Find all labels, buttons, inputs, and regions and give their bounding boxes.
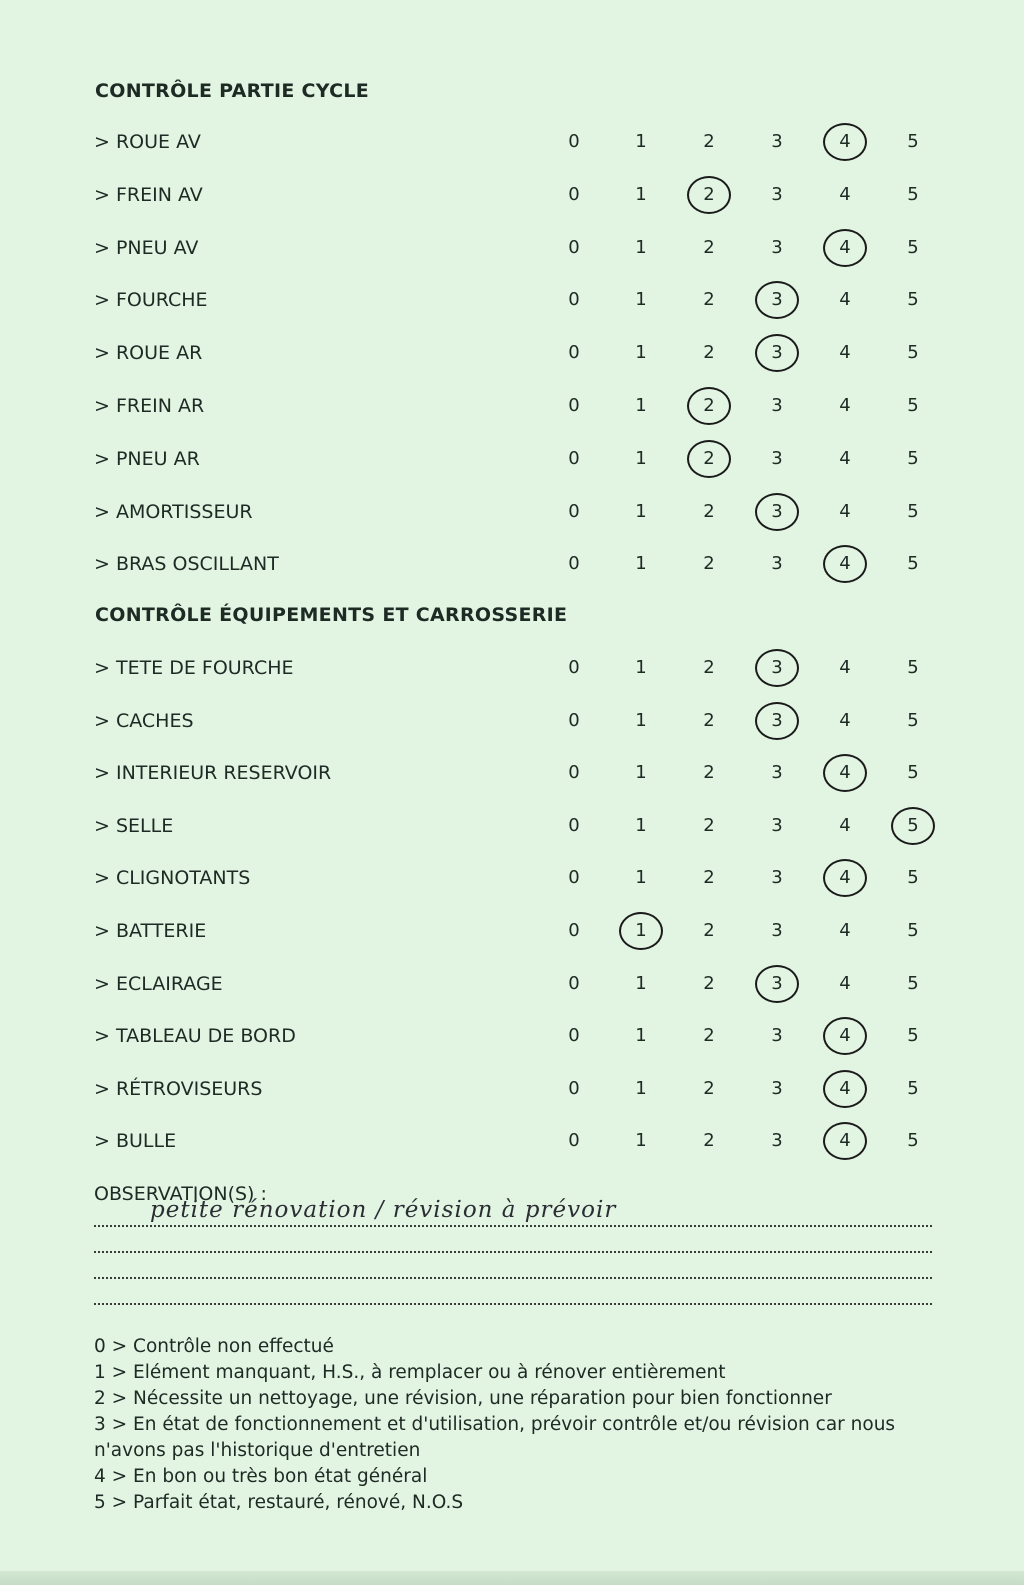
checklist-item-label: > TABLEAU DE BORD [94, 1025, 296, 1048]
score-option: 2 [703, 762, 715, 784]
score-option: 1 [635, 183, 647, 205]
score-option: 5 [907, 657, 919, 678]
observation-line [94, 1277, 932, 1279]
score-option: 2 [703, 657, 715, 678]
score-option: 0 [568, 131, 580, 152]
observation-line [94, 1225, 932, 1227]
score-option: 2 [703, 289, 715, 311]
checklist-item-label: > FREIN AR [94, 395, 205, 417]
rating-circle-mark [687, 387, 731, 425]
score-option: 4 [839, 1025, 851, 1047]
checklist-row [0, 648, 1024, 688]
checklist-row [0, 439, 1024, 479]
score-option: 1 [635, 1130, 647, 1152]
score-option: 1 [635, 867, 647, 889]
section-title-cycle: CONTRÔLE PARTIE CYCLE [95, 80, 370, 102]
score-option: 3 [771, 762, 783, 784]
score-option: 4 [839, 342, 851, 364]
rating-circle-mark [823, 123, 867, 161]
legend-item: 2 > Nécessite un nettoyage, une révision, une réparation pour bien fonctionner [94, 1388, 832, 1409]
legend-item: 5 > Parfait état, restauré, rénové, N.O.S [94, 1492, 464, 1513]
score-option: 4 [839, 183, 851, 205]
score-option: 5 [907, 553, 919, 575]
section-title-equipment: CONTRÔLE ÉQUIPEMENTS ET CARROSSERIE [95, 604, 568, 626]
score-option: 3 [771, 1025, 783, 1047]
score-option: 5 [907, 183, 919, 205]
handwritten-observation: petite rénovation / révision à prévoir [150, 1197, 617, 1223]
rating-circle-mark [755, 965, 799, 1003]
checklist-item-label: > PNEU AV [94, 236, 199, 259]
score-option: 4 [839, 762, 851, 784]
score-option: 5 [907, 920, 919, 941]
checklist-row [0, 1069, 1024, 1109]
score-option: 4 [839, 814, 851, 836]
score-option: 0 [568, 762, 580, 784]
score-option: 2 [703, 1025, 715, 1047]
score-option: 3 [771, 500, 783, 522]
observation-line [94, 1303, 932, 1305]
checklist-item-label: > INTERIEUR RESERVOIR [94, 762, 332, 785]
paper-edge [0, 1571, 1024, 1585]
rating-legend [94, 1334, 934, 1516]
score-option: 2 [703, 972, 715, 994]
score-option: 3 [771, 395, 783, 416]
score-option: 3 [771, 814, 783, 836]
checklist-row [0, 964, 1024, 1004]
score-option: 3 [771, 867, 783, 889]
score-option: 5 [907, 342, 919, 364]
checklist-row [0, 122, 1024, 162]
rating-circle-mark [891, 807, 935, 845]
score-option: 1 [635, 395, 647, 416]
score-option: 3 [771, 183, 783, 205]
score-option: 1 [635, 762, 647, 784]
score-option: 0 [568, 920, 580, 941]
score-option: 3 [771, 1077, 783, 1099]
score-option: 3 [771, 972, 783, 994]
legend-item: 0 > Contrôle non effectué [94, 1336, 334, 1357]
score-option: 5 [907, 1130, 919, 1152]
score-option: 0 [568, 289, 580, 311]
legend-item: 3 > En état de fonctionnement et d'utilisation, prévoir contrôle et/ou révision car nous n'avons pas l'historique d'entretien [94, 1414, 896, 1461]
checklist-item-label: > BATTERIE [94, 920, 207, 942]
score-option: 5 [907, 814, 919, 836]
legend-item: 4 > En bon ou très bon état général [94, 1466, 428, 1487]
score-option: 1 [635, 553, 647, 575]
checklist-row [0, 492, 1024, 532]
score-option: 2 [703, 814, 715, 836]
score-option: 0 [568, 972, 580, 994]
score-option: 5 [907, 972, 919, 994]
score-option: 5 [907, 500, 919, 522]
score-option: 2 [703, 867, 715, 889]
score-option: 4 [839, 657, 851, 678]
score-option: 3 [771, 447, 783, 469]
score-option: 5 [907, 762, 919, 784]
score-option: 5 [907, 289, 919, 311]
checklist-item-label: > RÉTROVISEURS [94, 1077, 263, 1100]
rating-circle-mark [755, 493, 799, 531]
score-option: 3 [771, 131, 783, 152]
score-option: 3 [771, 920, 783, 941]
score-option: 1 [635, 447, 647, 469]
score-option: 2 [703, 131, 715, 152]
score-option: 0 [568, 867, 580, 889]
score-option: 1 [635, 1025, 647, 1047]
score-option: 4 [839, 447, 851, 469]
score-option: 3 [771, 342, 783, 364]
score-option: 0 [568, 500, 580, 522]
score-option: 4 [839, 972, 851, 994]
score-option: 5 [907, 395, 919, 416]
observations-label: OBSERVATION(S) : [94, 1183, 267, 1205]
score-option: 4 [839, 289, 851, 311]
rating-circle-mark [755, 649, 799, 687]
checklist-item-label: > FREIN AV [94, 183, 203, 206]
score-option: 1 [635, 342, 647, 364]
score-option: 0 [568, 447, 580, 469]
checklist-item-label: > BULLE [94, 1130, 177, 1153]
score-option: 4 [839, 236, 851, 258]
score-option: 1 [635, 236, 647, 258]
checklist-item-label: > CACHES [94, 709, 194, 732]
rating-circle-mark [823, 1017, 867, 1055]
score-option: 0 [568, 709, 580, 731]
score-option: 3 [771, 1130, 783, 1152]
checklist-row [0, 753, 1024, 793]
checklist-row [0, 544, 1024, 584]
score-option: 2 [703, 709, 715, 731]
score-option: 3 [771, 289, 783, 311]
checklist-item-label: > TETE DE FOURCHE [94, 657, 294, 679]
score-option: 4 [839, 709, 851, 731]
score-option: 4 [839, 1077, 851, 1099]
score-option: 1 [635, 131, 647, 152]
checklist-row [0, 333, 1024, 373]
score-option: 3 [771, 236, 783, 258]
score-option: 4 [839, 500, 851, 522]
score-option: 2 [703, 500, 715, 522]
score-option: 4 [839, 867, 851, 889]
score-option: 2 [703, 236, 715, 258]
checklist-item-label: > SELLE [94, 814, 174, 837]
checklist-item-label: > FOURCHE [94, 289, 208, 312]
score-option: 3 [771, 709, 783, 731]
score-option: 0 [568, 236, 580, 258]
score-option: 5 [907, 236, 919, 258]
checklist-item-label: > CLIGNOTANTS [94, 867, 251, 890]
rating-circle-mark [687, 176, 731, 214]
checklist-row [0, 1121, 1024, 1161]
checklist-row [0, 280, 1024, 320]
score-option: 0 [568, 1130, 580, 1152]
score-option: 2 [703, 183, 715, 205]
score-option: 1 [635, 1077, 647, 1099]
checklist-item-label: > AMORTISSEUR [94, 500, 253, 523]
score-option: 0 [568, 657, 580, 678]
score-option: 0 [568, 1077, 580, 1099]
score-option: 5 [907, 709, 919, 731]
score-option: 0 [568, 395, 580, 416]
score-option: 2 [703, 1130, 715, 1152]
score-option: 0 [568, 183, 580, 205]
rating-circle-mark [755, 702, 799, 740]
checklist-item-label: > BRAS OSCILLANT [94, 553, 279, 576]
checklist-row [0, 911, 1024, 951]
score-option: 5 [907, 1025, 919, 1047]
observation-line [94, 1251, 932, 1253]
score-option: 0 [568, 814, 580, 836]
score-option: 5 [907, 867, 919, 889]
score-option: 3 [771, 553, 783, 575]
checklist-row [0, 701, 1024, 741]
rating-circle-mark [823, 229, 867, 267]
checklist-item-label: > ROUE AR [94, 342, 203, 365]
checklist-row [0, 228, 1024, 268]
score-option: 4 [839, 131, 851, 152]
score-option: 1 [635, 289, 647, 311]
checklist-row [0, 175, 1024, 215]
score-option: 4 [839, 920, 851, 941]
score-option: 4 [839, 553, 851, 575]
rating-circle-mark [687, 440, 731, 478]
score-option: 1 [635, 920, 647, 941]
score-option: 1 [635, 709, 647, 731]
checklist-row [0, 1016, 1024, 1056]
score-option: 1 [635, 972, 647, 994]
score-option: 4 [839, 1130, 851, 1152]
checklist-item-label: > ECLAIRAGE [94, 972, 223, 995]
checklist-row [0, 806, 1024, 846]
checklist-row [0, 386, 1024, 426]
score-option: 2 [703, 447, 715, 469]
score-option: 1 [635, 814, 647, 836]
checklist-item-label: > ROUE AV [94, 131, 201, 153]
score-option: 2 [703, 920, 715, 941]
score-option: 2 [703, 553, 715, 575]
score-option: 1 [635, 657, 647, 678]
score-option: 2 [703, 342, 715, 364]
score-option: 0 [568, 553, 580, 575]
score-option: 5 [907, 1077, 919, 1099]
checklist-row [0, 858, 1024, 898]
rating-circle-mark [823, 1070, 867, 1108]
score-option: 3 [771, 657, 783, 678]
score-option: 5 [907, 131, 919, 152]
rating-circle-mark [619, 912, 663, 950]
legend-item: 1 > Elément manquant, H.S., à remplacer ou à rénover entièrement [94, 1362, 726, 1383]
rating-circle-mark [823, 754, 867, 792]
score-option: 5 [907, 447, 919, 469]
checklist-item-label: > PNEU AR [94, 447, 200, 470]
score-option: 1 [635, 500, 647, 522]
score-option: 2 [703, 395, 715, 416]
score-option: 0 [568, 342, 580, 364]
rating-circle-mark [755, 334, 799, 372]
score-option: 0 [568, 1025, 580, 1047]
score-option: 2 [703, 1077, 715, 1099]
score-option: 4 [839, 395, 851, 416]
